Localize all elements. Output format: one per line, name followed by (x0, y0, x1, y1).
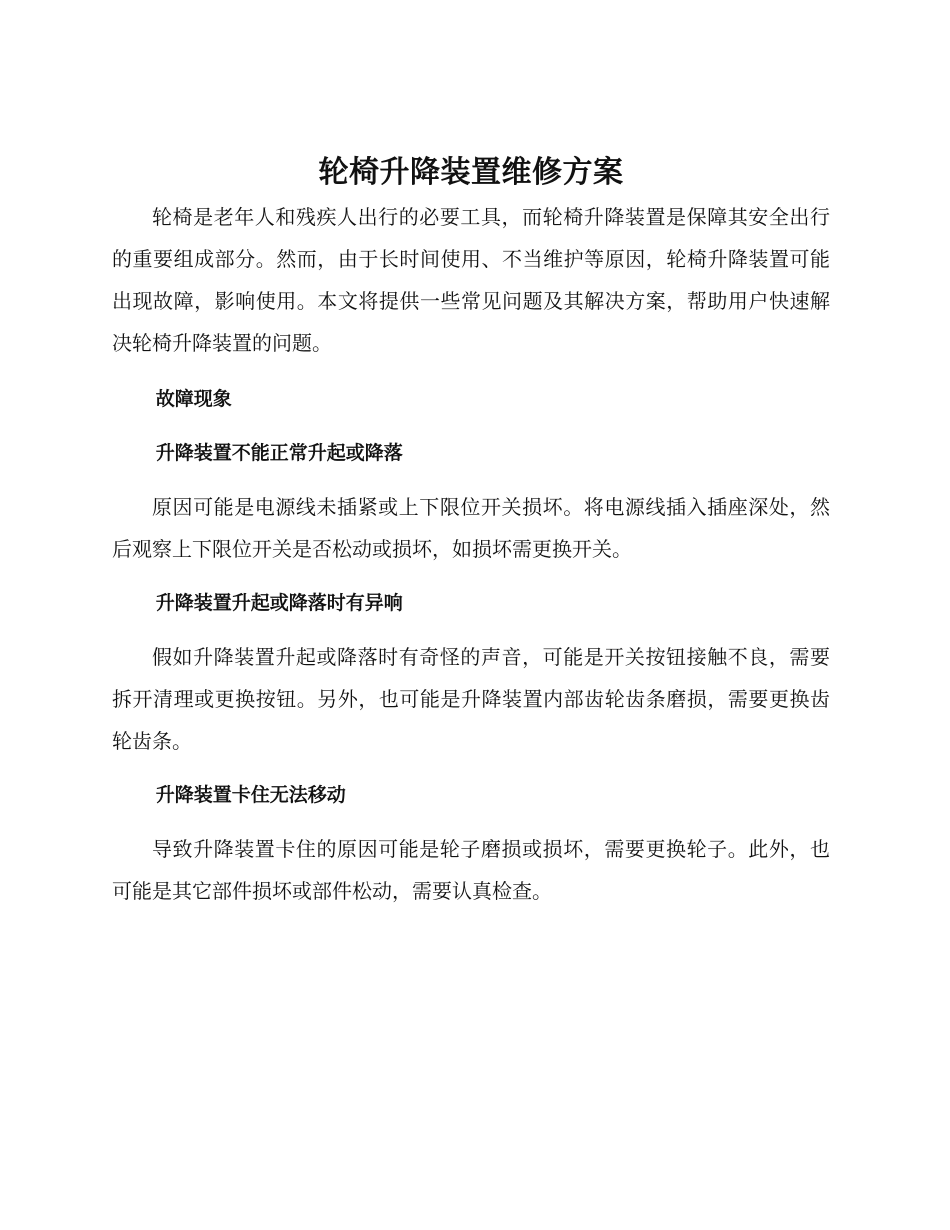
spacer (112, 474, 830, 486)
spacer (112, 420, 830, 432)
fault-heading-1: 升降装置不能正常升起或降落 (155, 442, 403, 464)
fault-body-2: 假如升降装置升起或降落时有奇怪的声音，可能是开关按钮接触不良，需要拆开清理或更换按钮。另外，也可能是升降装置内部齿轮齿条磨损，需要更换齿轮齿条。 (112, 645, 830, 753)
fault-body-1: 原因可能是电源线未插紧或上下限位开关损坏。将电源线插入插座深处，然后观察上下限位开关是否松动或损坏，如损坏需更换开关。 (112, 495, 830, 561)
spacer (112, 816, 830, 828)
fault-heading-2: 升降装置升起或降落时有异响 (155, 592, 403, 614)
document-title: 轮椅升降装置维修方案 (318, 155, 624, 190)
spacer (112, 624, 830, 636)
section-heading-fault-symptoms: 故障现象 (155, 388, 232, 410)
fault-body-3: 导致升降装置卡住的原因可能是轮子磨损或损坏，需要更换轮子。此外，也可能是其它部件损坏或部件松动，需要认真检查。 (112, 837, 830, 903)
document-page (112, 150, 830, 912)
spacer (112, 364, 830, 378)
spacer (112, 762, 830, 774)
spacer (112, 570, 830, 582)
fault-heading-3: 升降装置卡住无法移动 (155, 784, 346, 806)
intro-paragraph: 轮椅是老年人和残疾人出行的必要工具，而轮椅升降装置是保障其安全出行的重要组成部分。然而，由于长时间使用、不当维护等原因，轮椅升降装置可能出现故障，影响使用。本文将提供一些常见问题及其解决方案，帮助用户快速解决轮椅升降装置的问题。 (112, 205, 830, 355)
